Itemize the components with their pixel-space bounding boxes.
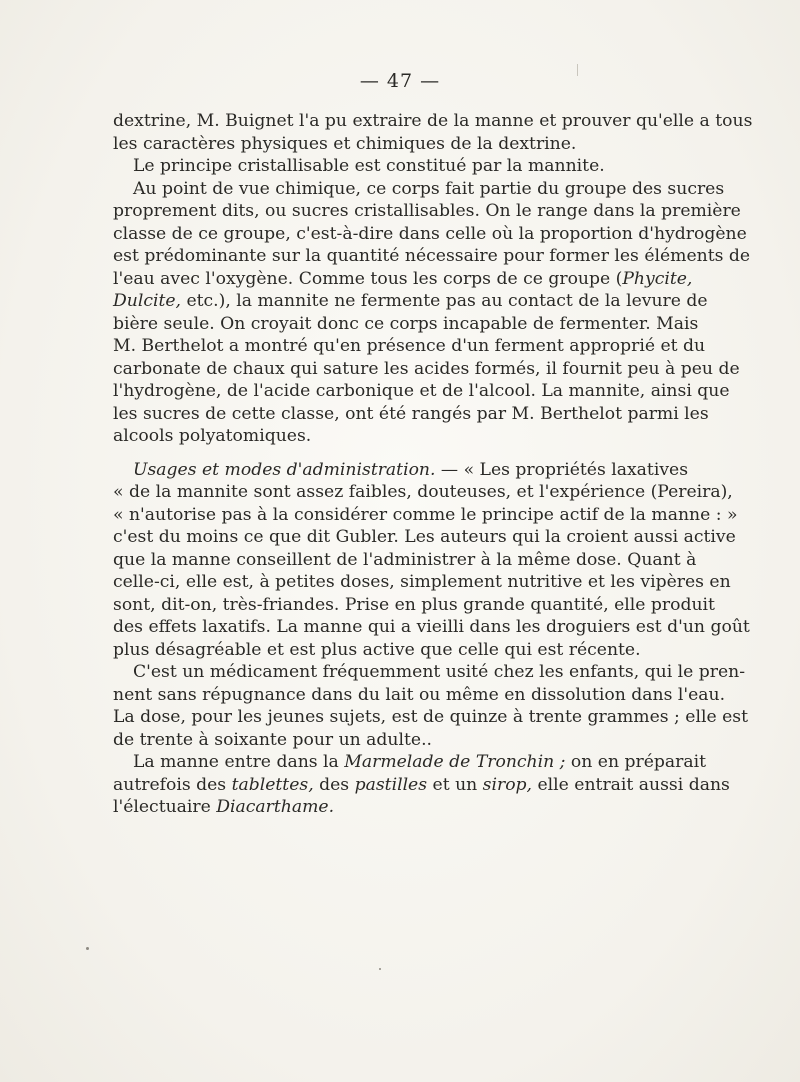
text-line: carbonate de chaux qui sature les acides formés, il fournit peu à peu de — [113, 358, 740, 379]
paragraph-manne — [113, 751, 730, 819]
text-line — [113, 290, 708, 313]
paper-speck — [577, 64, 578, 76]
paragraph-spacer — [113, 448, 654, 459]
text-line: « de la mannite sont assez faibles, douteuses, et l'expérience (Pereira), — [113, 482, 733, 502]
text-line: est prédominante sur la quantité nécessaire pour former les éléments de — [113, 246, 751, 266]
text-run: etc.), la mannite ne fermente pas au contact de la levure de — [181, 291, 708, 311]
text-line: les caractères physiques et chimiques de la dextrine. — [113, 133, 577, 154]
text-run: elle entrait aussi dans — [532, 774, 730, 795]
section-heading: Usages et modes d'administration. — [133, 459, 436, 480]
text-line — [113, 459, 689, 482]
text-line: c'est du moins ce que dit Gubler. Les auteurs qui la croient aussi active — [113, 527, 736, 547]
italic-term-sirop: sirop, — [482, 774, 533, 795]
text-run: — « Les propriétés laxatives — [435, 459, 689, 480]
text-line: plus désagréable et est plus active que celle qui est récente. — [113, 639, 641, 660]
paragraph-usages — [113, 459, 750, 662]
italic-term-phycite: Phycite, — [622, 268, 693, 289]
text-line: sont, dit-on, très-friandes. Prise en plus grande quantité, elle produit — [113, 594, 715, 615]
text-line: les sucres de cette classe, ont été rangés par M. Berthelot parmi les — [113, 403, 709, 424]
text-run: La manne entre dans la — [133, 752, 345, 772]
paper-speck — [86, 947, 89, 950]
italic-term-marmelade: Marmelade de Tronchin ; — [344, 752, 566, 772]
text-line: alcools polyatomiques. — [113, 426, 312, 446]
text-line: Le principe cristallisable est constitué par la mannite. — [133, 156, 605, 176]
text-line: La dose, pour les jeunes sujets, est de quinze à trente grammes ; elle est — [113, 707, 748, 727]
paragraph-medicament — [113, 661, 748, 751]
italic-term-pastilles: pastilles — [354, 774, 428, 795]
text-line: bière seule. On croyait donc ce corps incapable de fermenter. Mais — [113, 313, 699, 334]
text-line: nent sans répugnance dans du lait ou même en dissolution dans l'eau. — [113, 684, 726, 705]
italic-term-diacarthame: Diacarthame. — [216, 797, 335, 817]
text-line: proprement dits, ou sucres cristallisables. On le range dans la première — [113, 201, 741, 221]
page-number: — 47 — — [359, 70, 441, 92]
text-line: classe de ce groupe, c'est-à-dire dans celle où la proportion d'hydrogène — [113, 223, 747, 244]
text-line — [113, 774, 730, 797]
text-line: celle-ci, elle est, à petites doses, simplement nutritive et les vipères en — [113, 572, 731, 592]
text-run: autrefois des — [113, 774, 232, 795]
text-line: l'hydrogène, de l'acide carbonique et de l'alcool. La mannite, ainsi que — [113, 381, 730, 401]
italic-term-tablettes: tablettes, — [231, 774, 314, 795]
paragraph-dextrine — [113, 110, 753, 155]
text-line: C'est un médicament fréquemment usité chez les enfants, qui le pren- — [133, 662, 746, 682]
text-line: Au point de vue chimique, ce corps fait partie du groupe des sucres — [133, 178, 725, 199]
text-run: des — [313, 774, 355, 795]
paper-speck — [379, 968, 381, 970]
body-text — [113, 110, 753, 819]
text-line: M. Berthelot a montré qu'en présence d'un ferment approprié et du — [113, 336, 706, 356]
text-run: et un — [427, 774, 483, 795]
paragraph-chimique — [113, 178, 751, 448]
text-line — [113, 751, 706, 774]
text-line: que la manne conseillent de l'administrer à la même dose. Quant à — [113, 549, 697, 570]
text-line: de trente à soixante pour un adulte.. — [113, 729, 432, 750]
text-run: l'électuaire — [113, 797, 217, 817]
text-line — [113, 268, 693, 291]
text-run: on en préparait — [565, 752, 706, 772]
text-run: l'eau avec l'oxygène. Comme tous les corps de ce groupe ( — [113, 268, 623, 289]
text-line: « n'autorise pas à la considérer comme le principe actif de la manne : » — [113, 504, 738, 525]
text-line: des effets laxatifs. La manne qui a vieilli dans les droguiers est d'un goût — [113, 617, 750, 637]
italic-term-dulcite: Dulcite, — [113, 291, 182, 311]
paragraph-principe — [113, 155, 654, 178]
text-line — [113, 796, 654, 819]
text-line: dextrine, M. Buignet l'a pu extraire de la manne et prouver qu'elle a tous — [113, 111, 753, 131]
